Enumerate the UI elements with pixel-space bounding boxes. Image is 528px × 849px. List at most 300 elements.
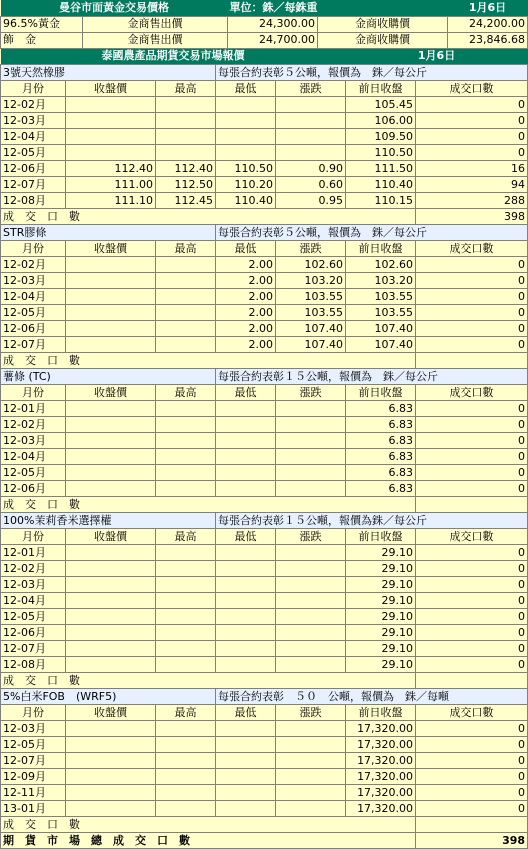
table-row (1, 321, 528, 337)
table-cell (66, 753, 156, 769)
table-row (1, 145, 528, 161)
table-cell (276, 433, 346, 449)
table-cell (66, 273, 156, 289)
column-header: 最高 (156, 385, 216, 401)
table-cell: 6.83 (346, 481, 416, 497)
gold-table (0, 0, 528, 49)
table-cell: 13-01月 (1, 801, 66, 817)
table-row (1, 449, 528, 465)
table-cell: 12-07月 (1, 641, 66, 657)
table-cell (156, 97, 216, 113)
table-cell: 110.50 (346, 145, 416, 161)
table-cell (66, 321, 156, 337)
table-cell: 12-05月 (1, 737, 66, 753)
table-row (1, 417, 528, 433)
table-cell (216, 145, 276, 161)
column-header: 月份 (1, 81, 66, 97)
table-cell: 2.00 (216, 305, 276, 321)
table-cell: 12-01月 (1, 401, 66, 417)
table-cell: 17,320.00 (346, 737, 416, 753)
table-cell (66, 257, 156, 273)
table-cell: 6.83 (346, 401, 416, 417)
table-cell (156, 465, 216, 481)
table-cell: 107.40 (276, 337, 346, 353)
column-header: 月份 (1, 705, 66, 721)
table-cell (216, 417, 276, 433)
table-cell: 0 (416, 785, 528, 801)
column-header: 漲跌 (276, 81, 346, 97)
table-cell: 0 (416, 753, 528, 769)
gold-sell-price: 24,700.00 (228, 32, 318, 48)
table-cell (66, 417, 156, 433)
table-cell: 29.10 (346, 561, 416, 577)
table-row (1, 753, 528, 769)
section-header-row (1, 689, 528, 705)
column-header: 漲跌 (276, 705, 346, 721)
table-cell (156, 641, 216, 657)
column-header: 前日收盤 (346, 705, 416, 721)
table-cell (66, 449, 156, 465)
table-cell: 0 (416, 609, 528, 625)
subtotal-label: 成 交 口 數 (1, 817, 416, 833)
table-cell: 6.83 (346, 465, 416, 481)
table-cell: 110.40 (216, 193, 276, 209)
table-cell: 106.00 (346, 113, 416, 129)
column-header: 最高 (156, 81, 216, 97)
table-cell (66, 785, 156, 801)
table-cell: 0.95 (276, 193, 346, 209)
grand-total-label: 期 貨 市 場 總 成 交 口 數 (1, 833, 416, 849)
section-header-row (1, 513, 528, 529)
table-cell: 29.10 (346, 609, 416, 625)
table-row (1, 625, 528, 641)
column-header: 最低 (216, 705, 276, 721)
column-header: 成交口數 (416, 529, 528, 545)
table-cell: 12-07月 (1, 753, 66, 769)
table-cell: 6.83 (346, 417, 416, 433)
table-row (1, 401, 528, 417)
table-cell: 16 (416, 161, 528, 177)
table-cell: 0 (416, 481, 528, 497)
column-header: 收盤價 (66, 705, 156, 721)
subtotal-value (416, 817, 528, 833)
table-cell (66, 545, 156, 561)
table-cell: 0 (416, 737, 528, 753)
table-cell (66, 577, 156, 593)
subtotal-row (1, 673, 528, 689)
table-cell (276, 785, 346, 801)
table-cell (66, 433, 156, 449)
table-cell: 0 (416, 641, 528, 657)
table-cell (276, 801, 346, 817)
section-header-row (1, 369, 528, 385)
column-header: 成交口數 (416, 81, 528, 97)
gold-buy-price: 24,200.00 (448, 16, 528, 32)
section-header-row (1, 225, 528, 241)
gold-title: 曼谷市面黃金交易價格 (1, 0, 228, 16)
table-cell: 0 (416, 545, 528, 561)
table-cell: 12-06月 (1, 481, 66, 497)
table-cell (156, 609, 216, 625)
table-cell (66, 625, 156, 641)
table-cell: 6.83 (346, 449, 416, 465)
table-cell: 12-06月 (1, 625, 66, 641)
table-cell: 12-09月 (1, 769, 66, 785)
column-header: 最低 (216, 241, 276, 257)
table-row (1, 609, 528, 625)
table-cell (216, 641, 276, 657)
table-cell: 0 (416, 417, 528, 433)
table-cell: 103.55 (346, 289, 416, 305)
table-cell: 102.60 (346, 257, 416, 273)
futures-title: 泰國農產品期貨交易市場報價 (1, 49, 346, 65)
table-row (1, 161, 528, 177)
table-cell (216, 737, 276, 753)
table-cell: 12-02月 (1, 561, 66, 577)
table-cell (156, 449, 216, 465)
column-header-row (1, 385, 528, 401)
table-cell: 110.15 (346, 193, 416, 209)
grand-total-row (1, 833, 528, 849)
table-cell: 2.00 (216, 289, 276, 305)
column-header: 收盤價 (66, 385, 156, 401)
table-cell: 12-03月 (1, 273, 66, 289)
table-cell (156, 625, 216, 641)
column-header: 最低 (216, 529, 276, 545)
table-cell (66, 465, 156, 481)
table-cell (276, 769, 346, 785)
table-cell (216, 129, 276, 145)
table-cell (276, 145, 346, 161)
table-cell: 105.45 (346, 97, 416, 113)
table-cell (156, 561, 216, 577)
table-cell: 17,320.00 (346, 801, 416, 817)
table-cell (66, 337, 156, 353)
column-header: 最高 (156, 705, 216, 721)
column-header: 成交口數 (416, 241, 528, 257)
table-cell: 111.50 (346, 161, 416, 177)
futures-table (0, 49, 528, 849)
gold-buy-label: 金商收購價 (318, 32, 448, 48)
table-cell: 0 (416, 97, 528, 113)
section-contract: 每張合約表彰 ５０ 公噸，報價為 銖／每噸 (216, 689, 528, 705)
table-cell: 112.50 (156, 177, 216, 193)
table-cell: 0 (416, 337, 528, 353)
table-cell (216, 481, 276, 497)
table-cell (66, 289, 156, 305)
table-cell: 103.20 (276, 273, 346, 289)
table-cell: 29.10 (346, 577, 416, 593)
gold-buy-label: 金商收購價 (318, 16, 448, 32)
table-cell: 110.20 (216, 177, 276, 193)
table-cell: 0 (416, 801, 528, 817)
table-cell (66, 609, 156, 625)
table-cell (276, 609, 346, 625)
table-cell: 0 (416, 289, 528, 305)
table-cell: 29.10 (346, 593, 416, 609)
table-cell: 12-05月 (1, 305, 66, 321)
table-cell (156, 545, 216, 561)
table-cell: 29.10 (346, 657, 416, 673)
table-cell: 107.40 (346, 321, 416, 337)
column-header: 最高 (156, 529, 216, 545)
table-cell (156, 737, 216, 753)
table-cell (276, 113, 346, 129)
column-header-row (1, 705, 528, 721)
table-cell (156, 433, 216, 449)
futures-date: 1月6日 (346, 49, 528, 65)
table-cell: 103.55 (276, 305, 346, 321)
table-cell (276, 625, 346, 641)
gold-name: 飾 金 (1, 32, 83, 48)
section-contract: 每張合約表彰５公噸，報價為 銖／每公斤 (216, 225, 528, 241)
table-cell: 12-02月 (1, 97, 66, 113)
table-row (1, 657, 528, 673)
table-cell (156, 337, 216, 353)
table-cell: 103.55 (346, 305, 416, 321)
subtotal-label: 成 交 口 數 (1, 209, 416, 225)
table-cell: 0 (416, 433, 528, 449)
table-cell (66, 593, 156, 609)
table-cell: 12-06月 (1, 321, 66, 337)
table-cell: 12-04月 (1, 593, 66, 609)
column-header-row (1, 529, 528, 545)
table-cell: 111.00 (66, 177, 156, 193)
table-cell (216, 561, 276, 577)
table-cell: 6.83 (346, 433, 416, 449)
table-row (1, 129, 528, 145)
table-cell: 0 (416, 129, 528, 145)
column-header-row (1, 241, 528, 257)
gold-row (1, 16, 528, 32)
column-header: 漲跌 (276, 529, 346, 545)
section-name: 3號天然橡膠 (1, 65, 216, 81)
table-cell: 12-03月 (1, 577, 66, 593)
gold-title-row (1, 0, 528, 16)
table-cell (276, 465, 346, 481)
table-row (1, 113, 528, 129)
table-cell: 112.45 (156, 193, 216, 209)
column-header-row (1, 81, 528, 97)
table-cell: 0 (416, 657, 528, 673)
table-cell (216, 753, 276, 769)
table-cell (156, 721, 216, 737)
column-header: 前日收盤 (346, 529, 416, 545)
table-cell: 0 (416, 273, 528, 289)
table-cell: 0 (416, 593, 528, 609)
table-cell (156, 273, 216, 289)
table-cell: 107.40 (346, 337, 416, 353)
column-header: 月份 (1, 529, 66, 545)
table-cell (66, 801, 156, 817)
table-cell: 109.50 (346, 129, 416, 145)
table-row (1, 257, 528, 273)
gold-buy-price: 23,846.68 (448, 32, 528, 48)
table-row (1, 193, 528, 209)
table-row (1, 641, 528, 657)
table-cell: 17,320.00 (346, 721, 416, 737)
gold-sell-label: 金商售出價 (83, 16, 228, 32)
table-cell (276, 401, 346, 417)
table-cell: 0 (416, 113, 528, 129)
table-cell: 12-08月 (1, 193, 66, 209)
table-cell (66, 481, 156, 497)
table-cell (66, 305, 156, 321)
column-header: 收盤價 (66, 81, 156, 97)
column-header: 前日收盤 (346, 385, 416, 401)
column-header: 前日收盤 (346, 81, 416, 97)
table-cell: 288 (416, 193, 528, 209)
table-cell: 12-03月 (1, 721, 66, 737)
gold-row (1, 32, 528, 48)
section-contract: 每張合約表彰１５公噸，報價為 銖／每公斤 (216, 369, 528, 385)
subtotal-row (1, 497, 528, 513)
futures-title-row (1, 49, 528, 65)
table-cell: 103.20 (346, 273, 416, 289)
table-cell (216, 545, 276, 561)
table-cell: 111.10 (66, 193, 156, 209)
table-row (1, 97, 528, 113)
table-cell (66, 97, 156, 113)
subtotal-value (416, 353, 528, 369)
table-cell: 12-05月 (1, 465, 66, 481)
table-cell (156, 113, 216, 129)
table-cell (276, 545, 346, 561)
table-cell: 12-02月 (1, 417, 66, 433)
subtotal-label: 成 交 口 數 (1, 353, 416, 369)
table-cell (66, 721, 156, 737)
table-row (1, 769, 528, 785)
table-cell (276, 561, 346, 577)
table-cell (276, 449, 346, 465)
table-cell: 12-04月 (1, 289, 66, 305)
table-cell (156, 289, 216, 305)
section-name: STR膠條 (1, 225, 216, 241)
table-cell: 110.40 (346, 177, 416, 193)
section-contract: 每張合約表彰１５公噸，報價為銖／每公斤 (216, 513, 528, 529)
table-cell (156, 785, 216, 801)
column-header: 漲跌 (276, 241, 346, 257)
table-cell: 0 (416, 321, 528, 337)
table-row (1, 593, 528, 609)
table-row (1, 721, 528, 737)
subtotal-row (1, 817, 528, 833)
table-cell: 12-08月 (1, 657, 66, 673)
table-cell (216, 465, 276, 481)
table-cell: 12-07月 (1, 337, 66, 353)
table-cell (156, 321, 216, 337)
table-cell: 112.40 (66, 161, 156, 177)
table-cell: 12-06月 (1, 161, 66, 177)
section-name: 5%白米FOB (WRF5) (1, 689, 216, 705)
table-cell: 110.50 (216, 161, 276, 177)
table-cell (156, 401, 216, 417)
table-row (1, 305, 528, 321)
column-header: 最低 (216, 81, 276, 97)
subtotal-value: 398 (416, 209, 528, 225)
table-cell (156, 801, 216, 817)
subtotal-label: 成 交 口 數 (1, 497, 416, 513)
table-cell (216, 97, 276, 113)
table-cell: 0.90 (276, 161, 346, 177)
table-cell (276, 481, 346, 497)
table-row (1, 577, 528, 593)
table-cell (276, 737, 346, 753)
table-cell (156, 657, 216, 673)
table-cell (216, 113, 276, 129)
table-row (1, 273, 528, 289)
table-cell (66, 401, 156, 417)
table-cell: 103.55 (276, 289, 346, 305)
table-cell (216, 609, 276, 625)
table-cell: 0 (416, 625, 528, 641)
table-cell (216, 657, 276, 673)
table-cell: 29.10 (346, 625, 416, 641)
subtotal-value (416, 673, 528, 689)
table-cell (156, 769, 216, 785)
table-row (1, 289, 528, 305)
table-cell: 0 (416, 561, 528, 577)
table-cell: 0 (416, 401, 528, 417)
table-cell (156, 753, 216, 769)
table-cell: 2.00 (216, 337, 276, 353)
table-cell (156, 417, 216, 433)
table-cell: 17,320.00 (346, 769, 416, 785)
table-row (1, 785, 528, 801)
table-cell (276, 657, 346, 673)
table-cell: 29.10 (346, 641, 416, 657)
section-contract: 每張合約表彰５公噸，報價為 銖／每公斤 (216, 65, 528, 81)
table-cell: 2.00 (216, 273, 276, 289)
table-cell (156, 305, 216, 321)
table-cell: 29.10 (346, 545, 416, 561)
column-header: 最高 (156, 241, 216, 257)
subtotal-label: 成 交 口 數 (1, 673, 416, 689)
table-cell (216, 577, 276, 593)
table-row (1, 481, 528, 497)
table-cell: 12-04月 (1, 449, 66, 465)
table-cell: 12-05月 (1, 609, 66, 625)
column-header: 前日收盤 (346, 241, 416, 257)
section-name: 薯條 (TC) (1, 369, 216, 385)
column-header: 月份 (1, 385, 66, 401)
table-cell: 12-07月 (1, 177, 66, 193)
table-cell (66, 657, 156, 673)
table-cell (216, 401, 276, 417)
section-header-row (1, 65, 528, 81)
table-cell: 0 (416, 145, 528, 161)
section-name: 100%茉莉香米選擇權 (1, 513, 216, 529)
gold-sell-label: 金商售出價 (83, 32, 228, 48)
table-cell: 12-05月 (1, 145, 66, 161)
table-cell: 12-01月 (1, 545, 66, 561)
table-row (1, 465, 528, 481)
table-cell (276, 417, 346, 433)
table-cell (156, 481, 216, 497)
table-cell: 0 (416, 257, 528, 273)
table-cell (276, 753, 346, 769)
table-cell (276, 97, 346, 113)
table-cell (216, 721, 276, 737)
table-cell: 2.00 (216, 321, 276, 337)
table-cell (156, 145, 216, 161)
subtotal-row (1, 353, 528, 369)
table-cell: 112.40 (156, 161, 216, 177)
table-row (1, 545, 528, 561)
table-cell: 0 (416, 305, 528, 321)
table-row (1, 177, 528, 193)
table-cell: 12-11月 (1, 785, 66, 801)
